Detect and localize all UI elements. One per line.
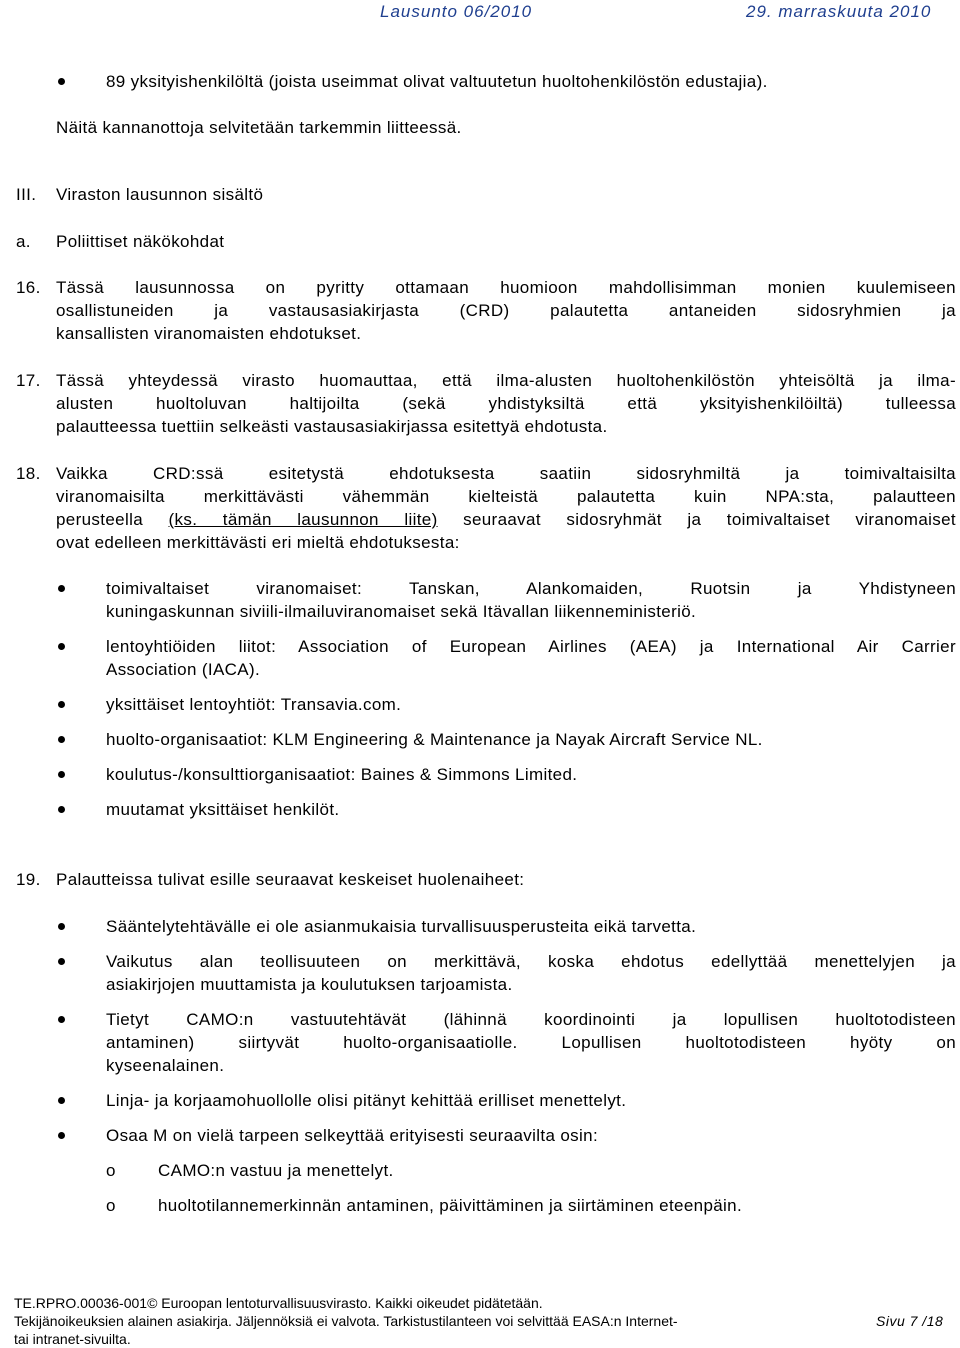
footer-disclaimer-cont: tai intranet-sivuilta. <box>14 1331 131 1347</box>
list-item: Osaa M on vielä tarpeen selkeyttää erityisesti seuraavilta osin: <box>106 1126 599 1145</box>
paragraph-number: 16. <box>16 278 41 297</box>
paragraph-line: alusten huoltoluvan haltijoilta (sekä yhdistyksiltä että yksityishenkilöiltä) tulleessa <box>56 394 956 413</box>
sub-list-item: CAMO:n vastuu ja menettelyt. <box>158 1161 394 1180</box>
bullet-icon <box>58 1097 65 1104</box>
list-item: Tietyt CAMO:n vastuutehtävät (lähinnä koordinointi ja lopullisen huoltotodisteen <box>106 1010 956 1029</box>
list-item: kuningaskunnan siviili-ilmailuviranomaiset sekä Itävallan liikenneministeriö. <box>106 602 697 621</box>
list-item: Association (IACA). <box>106 660 261 679</box>
subsection-number: a. <box>16 232 31 251</box>
list-item: toimivaltaiset viranomaiset: Tanskan, Alankomaiden, Ruotsin ja Yhdistyneen <box>106 579 956 598</box>
paragraph-line: palautteessa tuettiin selkeästi vastausasiakirjassa esitettyä ehdotusta. <box>56 417 608 436</box>
bullet-icon <box>58 923 65 930</box>
paragraph-line: kansallisten viranomaisten ehdotukset. <box>56 324 362 343</box>
bullet-icon <box>58 771 65 778</box>
page-header <box>0 0 960 26</box>
list-item: antaminen) siirtyvät huolto-organisaatiolle. Lopullisen huoltotodisteen hyöty on <box>106 1033 956 1052</box>
paragraph-line: Tässä lausunnossa on pyritty ottamaan huomioon mahdollisimman monien kuulemiseen <box>56 278 956 297</box>
bullet-icon <box>58 1016 65 1023</box>
paragraph-line: viranomaisilta merkittävästi vähemmän kielteistä palautetta kuin NPA:sta, palautteen <box>56 487 956 506</box>
list-item: huolto-organisaatiot: KLM Engineering & Maintenance ja Nayak Aircraft Service NL. <box>106 730 763 749</box>
bullet-icon <box>58 1132 65 1139</box>
list-item: Vaikutus alan teollisuuteen on merkittävä, koska ehdotus edellyttää menettelyjen ja <box>106 952 956 971</box>
paragraph-number: 18. <box>16 464 41 483</box>
list-item: asiakirjojen muuttamista ja koulutuksen tarjoamista. <box>106 975 513 994</box>
paragraph-line: osallistuneiden ja vastausasiakirjasta (CRD) palautetta antaneiden sidosryhmien ja <box>56 301 956 320</box>
section-number: III. <box>16 185 37 204</box>
list-item: Sääntelytehtävälle ei ole asianmukaisia turvallisuusperusteita eikä tarvetta. <box>106 917 697 936</box>
sub-list-item: huoltotilannemerkinnän antaminen, päivittäminen ja siirtäminen eteenpäin. <box>158 1196 743 1215</box>
list-item: lentoyhtiöiden liitot: Association of European Airlines (AEA) ja International Air Carrier <box>106 637 956 656</box>
section-title: Viraston lausunnon sisältö <box>56 185 264 204</box>
sub-bullet-marker: o <box>106 1161 116 1180</box>
bullet-icon <box>58 643 65 650</box>
list-item: yksittäiset lentoyhtiöt: Transavia.com. <box>106 695 402 714</box>
list-item: kyseenalainen. <box>106 1056 225 1075</box>
bullet-icon <box>58 585 65 592</box>
page-number: Sivu 7 /18 <box>876 1313 944 1329</box>
document-title: Lausunto 06/2010 <box>380 2 533 21</box>
bullet-icon <box>58 736 65 743</box>
paragraph-line: ovat edelleen merkittävästi eri mieltä ehdotuksesta: <box>56 533 460 552</box>
sub-bullet-marker: o <box>106 1196 116 1215</box>
bullet-icon <box>58 958 65 965</box>
paragraph-line: Vaikka CRD:ssä esitetystä ehdotuksesta saatiin sidosryhmiltä ja toimivaltaisilta <box>56 464 956 483</box>
subsection-title: Poliittiset näkökohdat <box>56 232 225 251</box>
appendix-link[interactable]: (ks. tämän lausunnon liite) <box>168 510 438 529</box>
intro-bullet: 89 yksityishenkilöltä (joista useimmat olivat valtuutetun huoltohenkilöstön edustajia). <box>106 72 768 91</box>
footer-disclaimer: Tekijänoikeuksien alainen asiakirja. Jäljennöksiä ei valvota. Tarkistustilanteen voi selvittää EASA:n Internet- <box>14 1313 678 1329</box>
bullet-icon <box>58 806 65 813</box>
intro-note: Näitä kannanottoja selvitetään tarkemmin liitteessä. <box>56 118 462 137</box>
footer-copyright: TE.RPRO.00036-001© Euroopan lentoturvallisuusvirasto. Kaikki oikeudet pidätetään. <box>14 1295 543 1311</box>
bullet-icon <box>58 78 65 85</box>
list-item: Linja- ja korjaamohuollolle olisi pitänyt kehittää erilliset menettelyt. <box>106 1091 627 1110</box>
paragraph-line: Tässä yhteydessä virasto huomauttaa, että ilma-alusten huoltohenkilöstön yhteisöltä ja ilma- <box>56 371 956 390</box>
list-item: koulutus-/konsulttiorganisaatiot: Baines & Simmons Limited. <box>106 765 578 784</box>
bullet-icon <box>58 701 65 708</box>
list-item: muutamat yksittäiset henkilöt. <box>106 800 340 819</box>
paragraph-line: Palautteissa tulivat esille seuraavat keskeiset huolenaiheet: <box>56 870 525 889</box>
paragraph-number: 19. <box>16 870 41 889</box>
paragraph-line: perusteella (ks. tämän lausunnon liite) seuraavat sidosryhmät ja toimivaltaiset viranomaiset <box>56 510 956 529</box>
document-date: 29. marraskuuta 2010 <box>746 2 932 21</box>
paragraph-number: 17. <box>16 371 41 390</box>
